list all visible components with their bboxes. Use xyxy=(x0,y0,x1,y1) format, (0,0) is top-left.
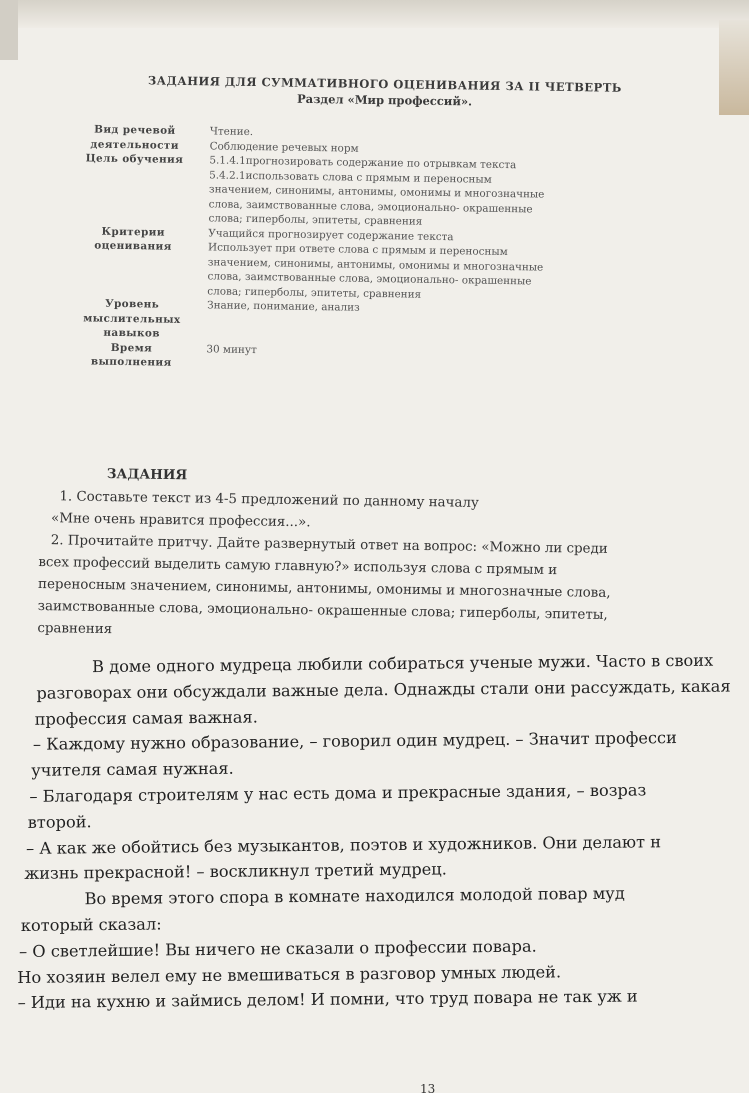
meta-value xyxy=(207,226,698,306)
page-corner-shadow xyxy=(0,0,18,60)
story-line: Во время этого спора в комнате находился молодой повар муд xyxy=(84,883,625,909)
meta-value xyxy=(207,298,698,349)
story-line: второй. xyxy=(27,811,92,832)
meta-label-line: Вид речевой xyxy=(94,123,176,137)
story-line: жизнь прекрасной! – воскликнул третий мудрец. xyxy=(24,859,447,884)
meta-value-line: Использует при ответе слова с прямым и переносным xyxy=(207,241,508,259)
task-line: «Мне очень нравится профессия...». xyxy=(50,511,311,531)
meta-value-line: значением, синонимы, антонимы, омонимы и многозначные xyxy=(207,255,544,274)
tasks-heading: ЗАДАНИЯ xyxy=(106,466,188,484)
meta-value xyxy=(208,153,699,233)
meta-label-line: навыков xyxy=(103,326,161,340)
story-line: – Каждому нужно образование, – говорил один мудрец. – Значит професси xyxy=(32,728,677,755)
story-line: учителя самая нужная. xyxy=(31,758,234,781)
meta-value-line: слова; гиперболы, эпитеты, сравнения xyxy=(207,284,422,301)
meta-label-line: оценивания xyxy=(94,239,172,253)
page-top-shadow xyxy=(0,0,749,28)
story-line: который сказал: xyxy=(20,914,162,935)
meta-value-line: значением, синонимы, антонимы, омонимы и многозначные xyxy=(208,183,545,201)
meta-value-line: 5.1.4.1прогнозировать содержание по отрывкам текста xyxy=(209,154,517,172)
story-line: – Иди на кухню и займись делом! И помни, что труд повара не так уж и xyxy=(17,986,638,1013)
meta-value-line: Чтение. xyxy=(209,125,254,139)
story-line: Но хозяин велел ему не вмешиваться в разговор умных людей. xyxy=(17,961,562,987)
meta-label-line: Цель обучения xyxy=(85,152,184,166)
tasks-section xyxy=(37,462,740,651)
story-line: разговорах они обсуждали важные дела. Однажды стали они рассуждать, какая xyxy=(36,676,731,703)
story-line: – А как же обойтись без музыкантов, поэтов и художников. Они делают н xyxy=(25,831,662,858)
parable-text xyxy=(14,647,749,1016)
meta-row-criteria xyxy=(57,223,698,306)
meta-label-line: выполнения xyxy=(90,355,172,369)
meta-value-line: 30 минут xyxy=(206,342,257,356)
page-number: 13 xyxy=(420,1082,436,1093)
story-line: – О светлейшие! Вы ничего не сказали о профессии повара. xyxy=(19,936,537,961)
meta-value-line: Знание, понимание, анализ xyxy=(207,299,360,314)
meta-value-line: 5.4.2.1использовать слова с прямым и переносным xyxy=(209,168,492,186)
story-line: В доме одного мудреца любили собираться ученые мужи. Часто в своих xyxy=(92,650,714,677)
document-subtitle: Раздел «Мир профессий». xyxy=(296,91,473,109)
meta-value-line: слова; гиперболы, эпитеты, сравнения xyxy=(208,212,423,228)
meta-label xyxy=(56,339,206,370)
meta-label-line: деятельности xyxy=(90,137,179,152)
meta-label-line: Время xyxy=(110,341,153,354)
meta-value-line: слова, заимствованные слова, эмоционально- окрашенные xyxy=(207,270,532,288)
task-line: заимствованные слова, эмоционально- окрашенные слова; гиперболы, эпитеты, xyxy=(37,598,608,623)
story-line: профессия самая важная. xyxy=(34,707,258,729)
meta-label xyxy=(57,223,208,298)
meta-label-line: Критерии xyxy=(101,225,166,239)
document-title: ЗАДАНИЯ ДЛЯ СУММАТИВНОГО ОЦЕНИВАНИЯ ЗА II ЧЕТВЕРТЬ xyxy=(147,73,622,95)
meta-value-line: слова, заимствованные слова, эмоционально- окрашенные xyxy=(208,197,533,215)
meta-label-line: Уровень xyxy=(105,297,160,311)
meta-value-line: Соблюдение речевых норм xyxy=(209,139,359,155)
meta-label xyxy=(57,296,208,342)
task-line: 1. Составьте текст из 4-5 предложений по данному началу xyxy=(59,489,479,511)
task-line: всех профессий выделить самую главную?» используя слова с прямым и xyxy=(38,554,558,579)
meta-label-line: мыслительных xyxy=(83,311,181,326)
task-line: сравнения xyxy=(37,620,113,638)
meta-label xyxy=(60,122,210,153)
meta-value-line: Учащийся прогнозирует содержание текста xyxy=(208,226,454,243)
story-line: – Благодаря строителям у нас есть дома и прекрасные здания, – возраз xyxy=(29,780,647,806)
document-header xyxy=(60,72,710,112)
task-line: 2. Прочитайте притчу. Дайте развернутый ответ на вопрос: «Можно ли среди xyxy=(50,533,608,557)
assessment-meta-table xyxy=(56,122,700,379)
meta-label xyxy=(58,151,209,226)
meta-row-goal xyxy=(58,151,699,234)
background-edge xyxy=(719,20,749,115)
task-line: переносным значением, синонимы, антонимы, омонимы и многозначные слова, xyxy=(37,576,611,601)
